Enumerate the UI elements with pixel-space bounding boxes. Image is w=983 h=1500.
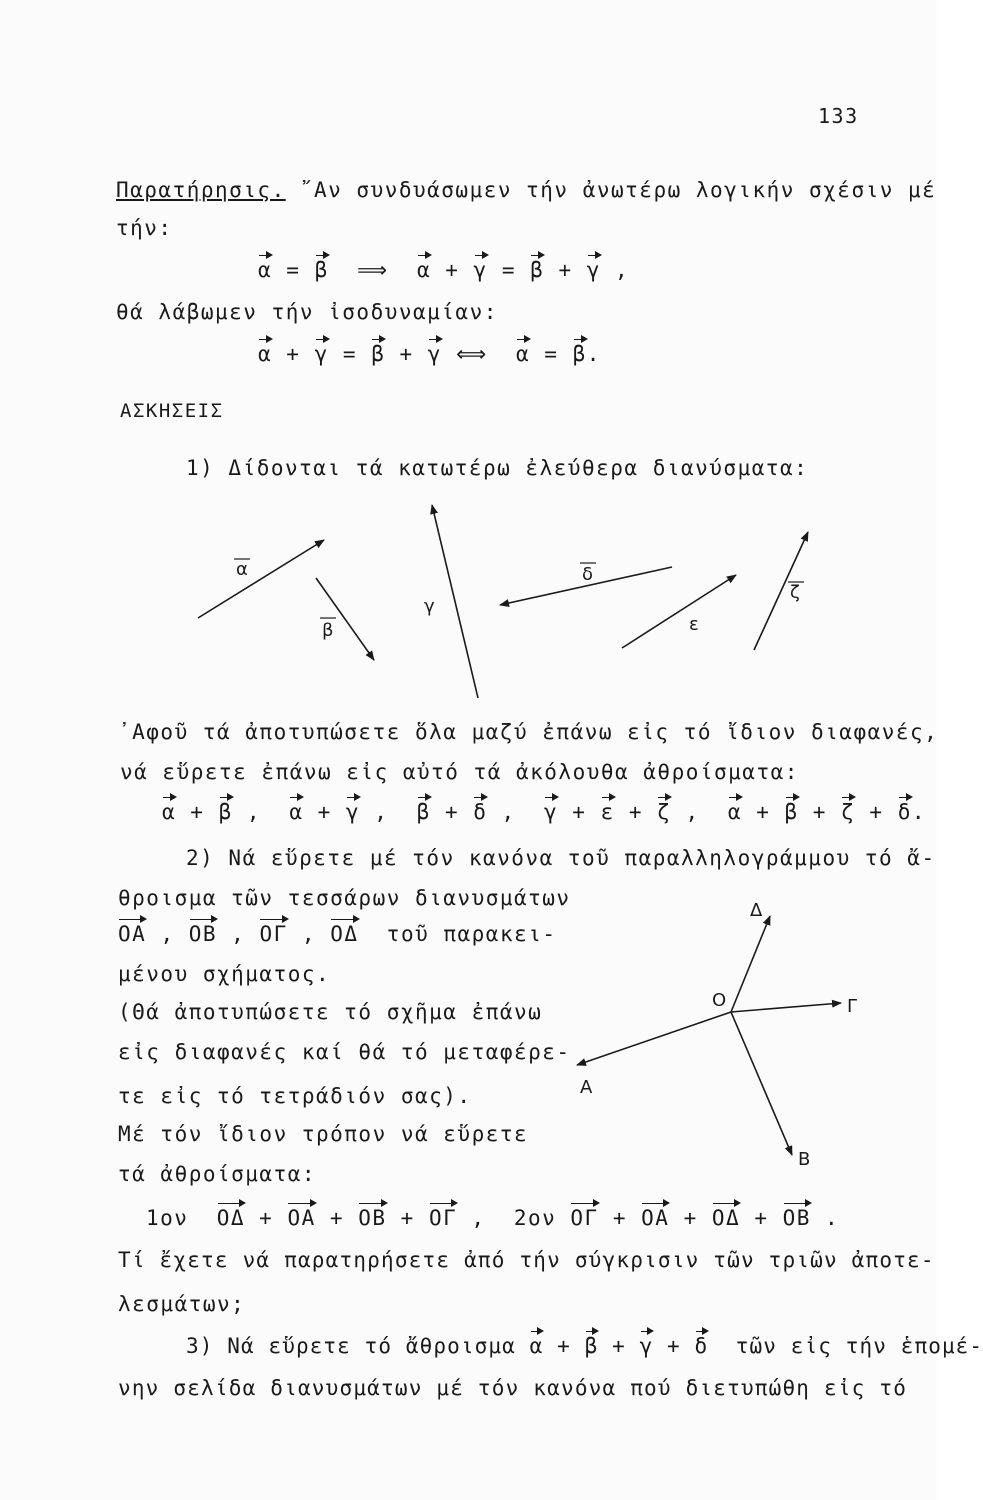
iff-symbol: ⟺ (456, 342, 488, 366)
ex1-line-3: νά εὕρετε ἐπάνω εἰς αὐτό τά ἀκόλουθα ἀθροίσματα: (120, 760, 799, 784)
ex2-line-2: θροισμα τῶν τεσσάρων διανυσμάτων (118, 886, 571, 910)
ex2-line-4: μένου σχήματος. (118, 962, 331, 986)
vector-OG: ΟΓ (570, 1206, 599, 1230)
vector-alpha: α (416, 258, 432, 282)
vector-OA: ΟΑ (641, 1206, 670, 1230)
remark-text-1: ῎Αν συνδυάσωμεν τήν ἀνωτέρω λογικήν σχέσιν μέ (285, 178, 937, 202)
ex2-line-10: Τί ἔχετε νά παρατηρήσετε ἀπό τήν σύγκρισιν τῶν τριῶν ἀποτε- (118, 1248, 935, 1272)
vector-zeta: ζ (657, 800, 672, 824)
vector-beta: β (572, 342, 587, 366)
ex3-line-1-tail: τῶν εἰς τήν ἑπομέ- (735, 1334, 983, 1358)
remark-heading: Παρατήρησις. (116, 178, 286, 202)
ex2-line-3: ΟΑ , ΟΒ , ΟΓ , ΟΔ τοῦ παρακει- (118, 922, 557, 946)
remark-text-3: θά λάβωμεν τήν ἰσοδυναμίαν: (116, 300, 498, 324)
vector-delta: δ (694, 1334, 709, 1358)
ex2-sums: 1ον ΟΔ + ΟΑ + ΟΒ + ΟΓ , 2ον ΟΓ + ΟΑ + ΟΔ + ΟΒ . (146, 1206, 840, 1230)
vector-OG: ΟΓ (259, 922, 288, 946)
implies-symbol: ⟹ (357, 258, 389, 282)
vector-delta: δ (473, 800, 488, 824)
label-gamma: γ (424, 596, 435, 617)
vector-gamma: γ (473, 258, 488, 282)
vector-beta: β (371, 342, 386, 366)
point-A: Α (580, 1077, 593, 1098)
vector-OB-arrow (731, 1012, 792, 1155)
ex2-line-1: 2) Νά εὕρετε μέ τόν κανόνα τοῦ παραλληλογράμμου τό ἄ- (186, 846, 936, 870)
ex1-sums: α + β , α + γ , β + δ , γ + ε + ζ , α + β + ζ + δ. (162, 800, 926, 824)
vector-beta: β (314, 258, 329, 282)
vector-gamma: γ (345, 800, 361, 824)
vector-alpha: α (162, 800, 177, 824)
ex1-line-1: 1) Δίδονται τά κατωτέρω ἐλεύθερα διανύσματα: (186, 456, 809, 480)
vector-gamma: γ (543, 800, 559, 824)
ex2-line-9: τά ἀθροίσματα: (118, 1162, 317, 1186)
label-epsilon: ε (689, 614, 699, 635)
ex3-line-2: νην σελίδα διανυσμάτων μέ τόν κανόνα πού διετυπώθη εἰς τό (118, 1376, 908, 1400)
label-zeta: ζ (790, 582, 800, 603)
exercises-title: ΑΣΚΗΣΕΙΣ (120, 400, 224, 422)
vector-alpha: α (289, 800, 304, 824)
point-B: Β (798, 1149, 811, 1170)
vector-OB: ΟΒ (782, 1206, 811, 1230)
point-O: Ο (712, 990, 727, 1011)
vector-alpha: α (516, 342, 531, 366)
ex2-figure (577, 916, 841, 1155)
vector-gamma: γ (427, 342, 442, 366)
vector-alpha-arrow (198, 540, 324, 618)
point-G: Γ (847, 996, 858, 1017)
vector-alpha: α (727, 800, 743, 824)
remark-text-2: τήν: (116, 216, 173, 240)
point-D: Δ (750, 900, 763, 921)
vector-beta: β (784, 800, 799, 824)
vector-alpha: α (258, 342, 273, 366)
vector-alpha: α (529, 1334, 544, 1358)
page-number: 133 (818, 104, 859, 128)
vector-beta: β (218, 800, 233, 824)
ex2-line-6: εἰς διαφανές καί θά τό μεταφέρε- (118, 1040, 571, 1064)
ex2-line-11: λεσμάτων; (118, 1292, 246, 1316)
vector-gamma-arrow (432, 505, 478, 698)
ex2-line-3-tail: τοῦ παρακει- (386, 922, 557, 946)
vector-OA: ΟΑ (118, 922, 147, 946)
vector-gamma: γ (314, 342, 329, 366)
vector-OB: ΟΒ (358, 1206, 387, 1230)
vector-OA: ΟΑ (287, 1206, 316, 1230)
vector-gamma: γ (639, 1334, 654, 1358)
vector-beta-arrow (316, 578, 374, 660)
ex3-line-1: 3) Νά εὕρετε τό ἄθροισμα α + β + γ + δ τῶν εἰς τήν ἑπομέ- (186, 1334, 983, 1358)
sum-2-label: 2ον (513, 1206, 557, 1230)
vector-OD: ΟΔ (711, 1206, 741, 1230)
label-delta: δ (582, 564, 594, 585)
vector-OD: ΟΔ (330, 922, 359, 946)
ex2-line-5: (Θά ἀποτυπώσετε τό σχῆμα ἐπάνω (118, 1000, 543, 1024)
vector-delta: δ (897, 800, 912, 824)
ex2-line-7: τε εἰς τό τετράδιόν σας). (118, 1084, 472, 1108)
vector-OG-arrow (731, 1003, 841, 1012)
vector-OG: ΟΓ (428, 1206, 458, 1230)
vector-zeta-arrow (754, 532, 808, 650)
vector-beta: β (416, 800, 431, 824)
vector-OB: ΟΒ (188, 922, 218, 946)
vector-gamma: γ (586, 258, 601, 282)
label-beta: β (322, 620, 334, 641)
ex2-line-8: Μέ τόν ἴδιον τρόπον νά εὕρετε (118, 1122, 529, 1146)
label-alpha: α (236, 559, 248, 580)
vector-alpha: α (258, 258, 273, 282)
ex3-line-1-head: 3) Νά εὕρετε τό ἄθροισμα (186, 1334, 516, 1358)
vector-beta: β (530, 258, 545, 282)
vector-beta: β (584, 1334, 599, 1358)
vector-epsilon: ε (600, 800, 615, 824)
vector-zeta: ζ (841, 800, 856, 824)
vector-OD-arrow (731, 916, 770, 1012)
vector-epsilon-arrow (622, 575, 736, 648)
ex1-line-2: ᾽Αφοῦ τά ἀποτυπώσετε ὅλα μαζύ ἐπάνω εἰς τό ἴδιον διαφανές, (118, 720, 939, 744)
sum-1-label: 1ον (146, 1206, 189, 1230)
formula-2: α + γ = β + γ ⟺ α = β. (258, 342, 601, 366)
vector-OA-arrow (577, 1012, 731, 1065)
formula-1: α = β ⟹ α + γ = β + γ , (258, 258, 630, 282)
vector-OD: ΟΔ (216, 1206, 246, 1230)
